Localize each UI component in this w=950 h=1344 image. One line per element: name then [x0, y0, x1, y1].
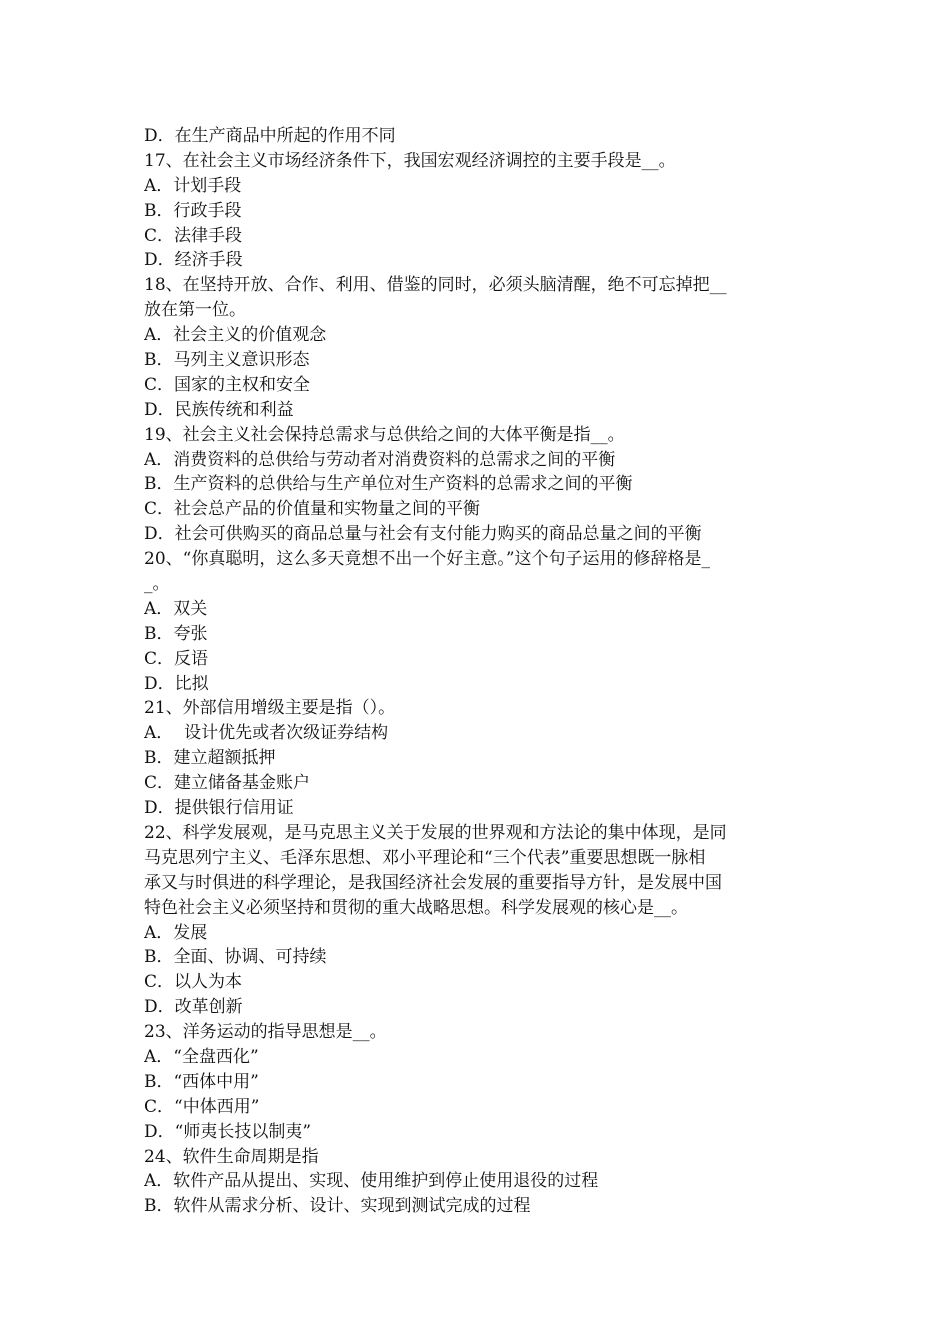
option-c: C．以人为本 — [144, 972, 243, 993]
option-b: B．行政手段 — [144, 200, 242, 221]
option-b: B．全面、协调、可持续 — [144, 947, 327, 968]
option-a: A．消费资料的总供给与劳动者对消费资料的总需求之间的平衡 — [144, 449, 616, 470]
option-b: B．软件从需求分析、设计、实现到测试完成的过程 — [144, 1196, 531, 1217]
question-19: 19、社会主义社会保持总需求与总供给之间的大体平衡是指__。 — [144, 424, 625, 445]
option-a: A．双关 — [144, 598, 208, 619]
option-a: A．计划手段 — [144, 175, 242, 196]
option-b: B．生产资料的总供给与生产单位对生产资料的总需求之间的平衡 — [144, 474, 633, 495]
option-b: B．建立超额抵押 — [144, 748, 276, 769]
option-d: D．社会可供购买的商品总量与社会有支付能力购买的商品总量之间的平衡 — [144, 524, 702, 545]
option-c: C．“中体西用” — [144, 1096, 260, 1117]
option-c: C．国家的主权和安全 — [144, 374, 311, 395]
option-d: D．“师夷长技以制夷” — [144, 1121, 312, 1142]
option-c: C．反语 — [144, 648, 209, 669]
question-18: 18、在坚持开放、合作、利用、借鉴的同时，必须头脑清醒，绝不可忘掉把__ — [144, 275, 727, 296]
option-a: A．发展 — [144, 922, 208, 943]
option-d: D．比拟 — [144, 673, 209, 694]
option-a: A． 设计优先或者次级证券结构 — [144, 723, 389, 744]
question-24: 24、软件生命周期是指 — [144, 1146, 319, 1167]
question-20: 20、“你真聪明，这么多天竟想不出一个好主意。”这个句子运用的修辞格是_ — [144, 549, 711, 570]
option-c: C．社会总产品的价值量和实物量之间的平衡 — [144, 499, 481, 520]
option-b: B．“西体中用” — [144, 1071, 259, 1092]
question-17: 17、在社会主义市场经济条件下，我国宏观经济调控的主要手段是__。 — [144, 150, 676, 171]
question-20-cont: _。 — [144, 574, 170, 595]
question-22: 22、科学发展观，是马克思主义关于发展的世界观和方法论的集中体现，是同 — [144, 822, 727, 843]
document-body — [144, 124, 810, 1219]
option-d: D．提供银行信用证 — [144, 798, 294, 819]
text-line: D．在生产商品中所起的作用不同 — [144, 126, 396, 146]
question-21: 21、外部信用增级主要是指（）。 — [144, 698, 396, 719]
option-b: B．马列主义意识形态 — [144, 350, 310, 371]
question-18-cont: 放在第一位。 — [144, 300, 246, 321]
option-d: D．改革创新 — [144, 997, 243, 1018]
option-a: A．社会主义的价值观念 — [144, 325, 327, 346]
option-c: C．建立储备基金账户 — [144, 773, 311, 794]
option-a: A．“全盘西化” — [144, 1046, 259, 1067]
option-c: C．法律手段 — [144, 225, 243, 246]
question-22-cont: 特色社会主义必须坚持和贯彻的重大战略思想。科学发展观的核心是__。 — [144, 897, 688, 918]
question-22-cont: 马克思列宁主义、毛泽东思想、邓小平理论和“三个代表”重要思想既一脉相 — [144, 847, 706, 868]
question-22-cont: 承又与时俱进的科学理论，是我国经济社会发展的重要指导方针，是发展中国 — [144, 872, 722, 893]
option-a: A．软件产品从提出、实现、使用维护到停止使用退役的过程 — [144, 1171, 599, 1192]
question-23: 23、洋务运动的指导思想是__。 — [144, 1022, 387, 1043]
option-d: D．经济手段 — [144, 250, 243, 271]
option-b: B．夸张 — [144, 623, 208, 644]
option-d: D．民族传统和利益 — [144, 399, 294, 420]
